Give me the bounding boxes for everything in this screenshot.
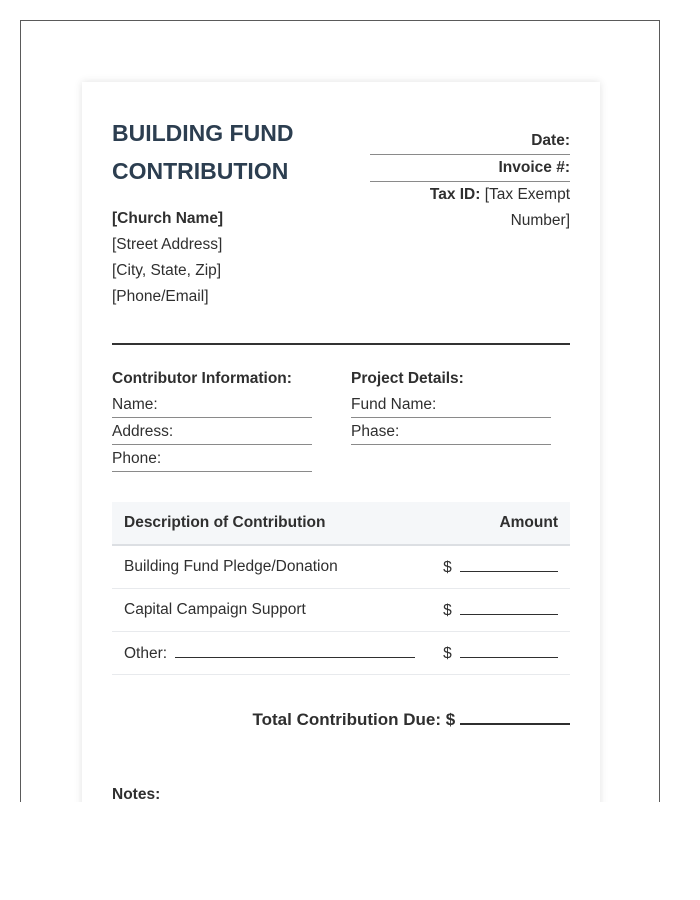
table-row — [112, 632, 570, 675]
row-description: Building Fund Pledge/Donation — [124, 558, 338, 575]
table-header — [112, 502, 570, 546]
amount-blank-line — [460, 557, 558, 572]
contributor-name-field[interactable] — [112, 392, 312, 418]
total-contribution[interactable] — [112, 707, 570, 730]
amount-column-header: Amount — [499, 514, 558, 531]
table-row — [112, 589, 570, 632]
contributor-address-field[interactable] — [112, 419, 312, 445]
contributor-phone-label: Phone: — [112, 450, 162, 467]
tax-id — [370, 182, 570, 234]
other-label: Other: — [124, 645, 168, 662]
church-street: [Street Address] — [112, 236, 223, 253]
date-label: Date: — [531, 132, 570, 149]
amount-blank-line — [460, 643, 558, 658]
date-field[interactable] — [370, 128, 570, 155]
title-line-1: BUILDING FUND — [112, 120, 294, 146]
currency-symbol: $ — [443, 645, 452, 662]
table-row — [112, 546, 570, 589]
row-amount-field[interactable] — [434, 557, 570, 577]
church-contact: [Phone/Email] — [112, 288, 209, 305]
description-column-header: Description of Contribution — [124, 514, 326, 531]
church-name: [Church Name] — [112, 210, 224, 227]
contribution-table — [112, 502, 570, 675]
currency-symbol: $ — [443, 559, 452, 576]
contributor-heading: Contributor Information: — [112, 370, 292, 387]
invoice-page — [82, 82, 600, 802]
tax-id-value: [Tax Exempt Number] — [484, 186, 570, 229]
fund-name-label: Fund Name: — [351, 396, 437, 413]
tax-id-label: Tax ID: — [429, 186, 481, 203]
contributor-phone-field[interactable] — [112, 446, 312, 472]
project-section — [351, 366, 551, 446]
invoice-number-field[interactable] — [370, 155, 570, 182]
row-description-other[interactable] — [112, 643, 434, 663]
document-title — [112, 114, 352, 190]
header-divider — [112, 343, 570, 345]
contributor-address-label: Address: — [112, 423, 174, 440]
row-amount-field[interactable] — [434, 600, 570, 620]
total-label: Total Contribution Due: — [252, 710, 442, 729]
contributor-name-label: Name: — [112, 396, 158, 413]
church-info — [112, 206, 223, 310]
project-heading: Project Details: — [351, 370, 464, 387]
invoice-number-label: Invoice #: — [498, 159, 570, 176]
title-line-2: CONTRIBUTION — [112, 158, 289, 184]
row-amount-field[interactable] — [434, 643, 570, 663]
contributor-section — [112, 366, 312, 473]
amount-blank-line — [460, 600, 558, 615]
invoice-meta — [370, 128, 570, 234]
notes-label: Notes: — [112, 786, 161, 802]
total-currency: $ — [445, 710, 456, 729]
currency-symbol: $ — [443, 602, 452, 619]
phase-label: Phase: — [351, 423, 400, 440]
total-blank-line — [460, 707, 570, 725]
church-city: [City, State, Zip] — [112, 262, 222, 279]
viewer-frame — [20, 20, 660, 802]
row-description: Capital Campaign Support — [124, 601, 306, 618]
other-blank-line — [175, 643, 415, 658]
fund-name-field[interactable] — [351, 392, 551, 418]
phase-field[interactable] — [351, 419, 551, 445]
